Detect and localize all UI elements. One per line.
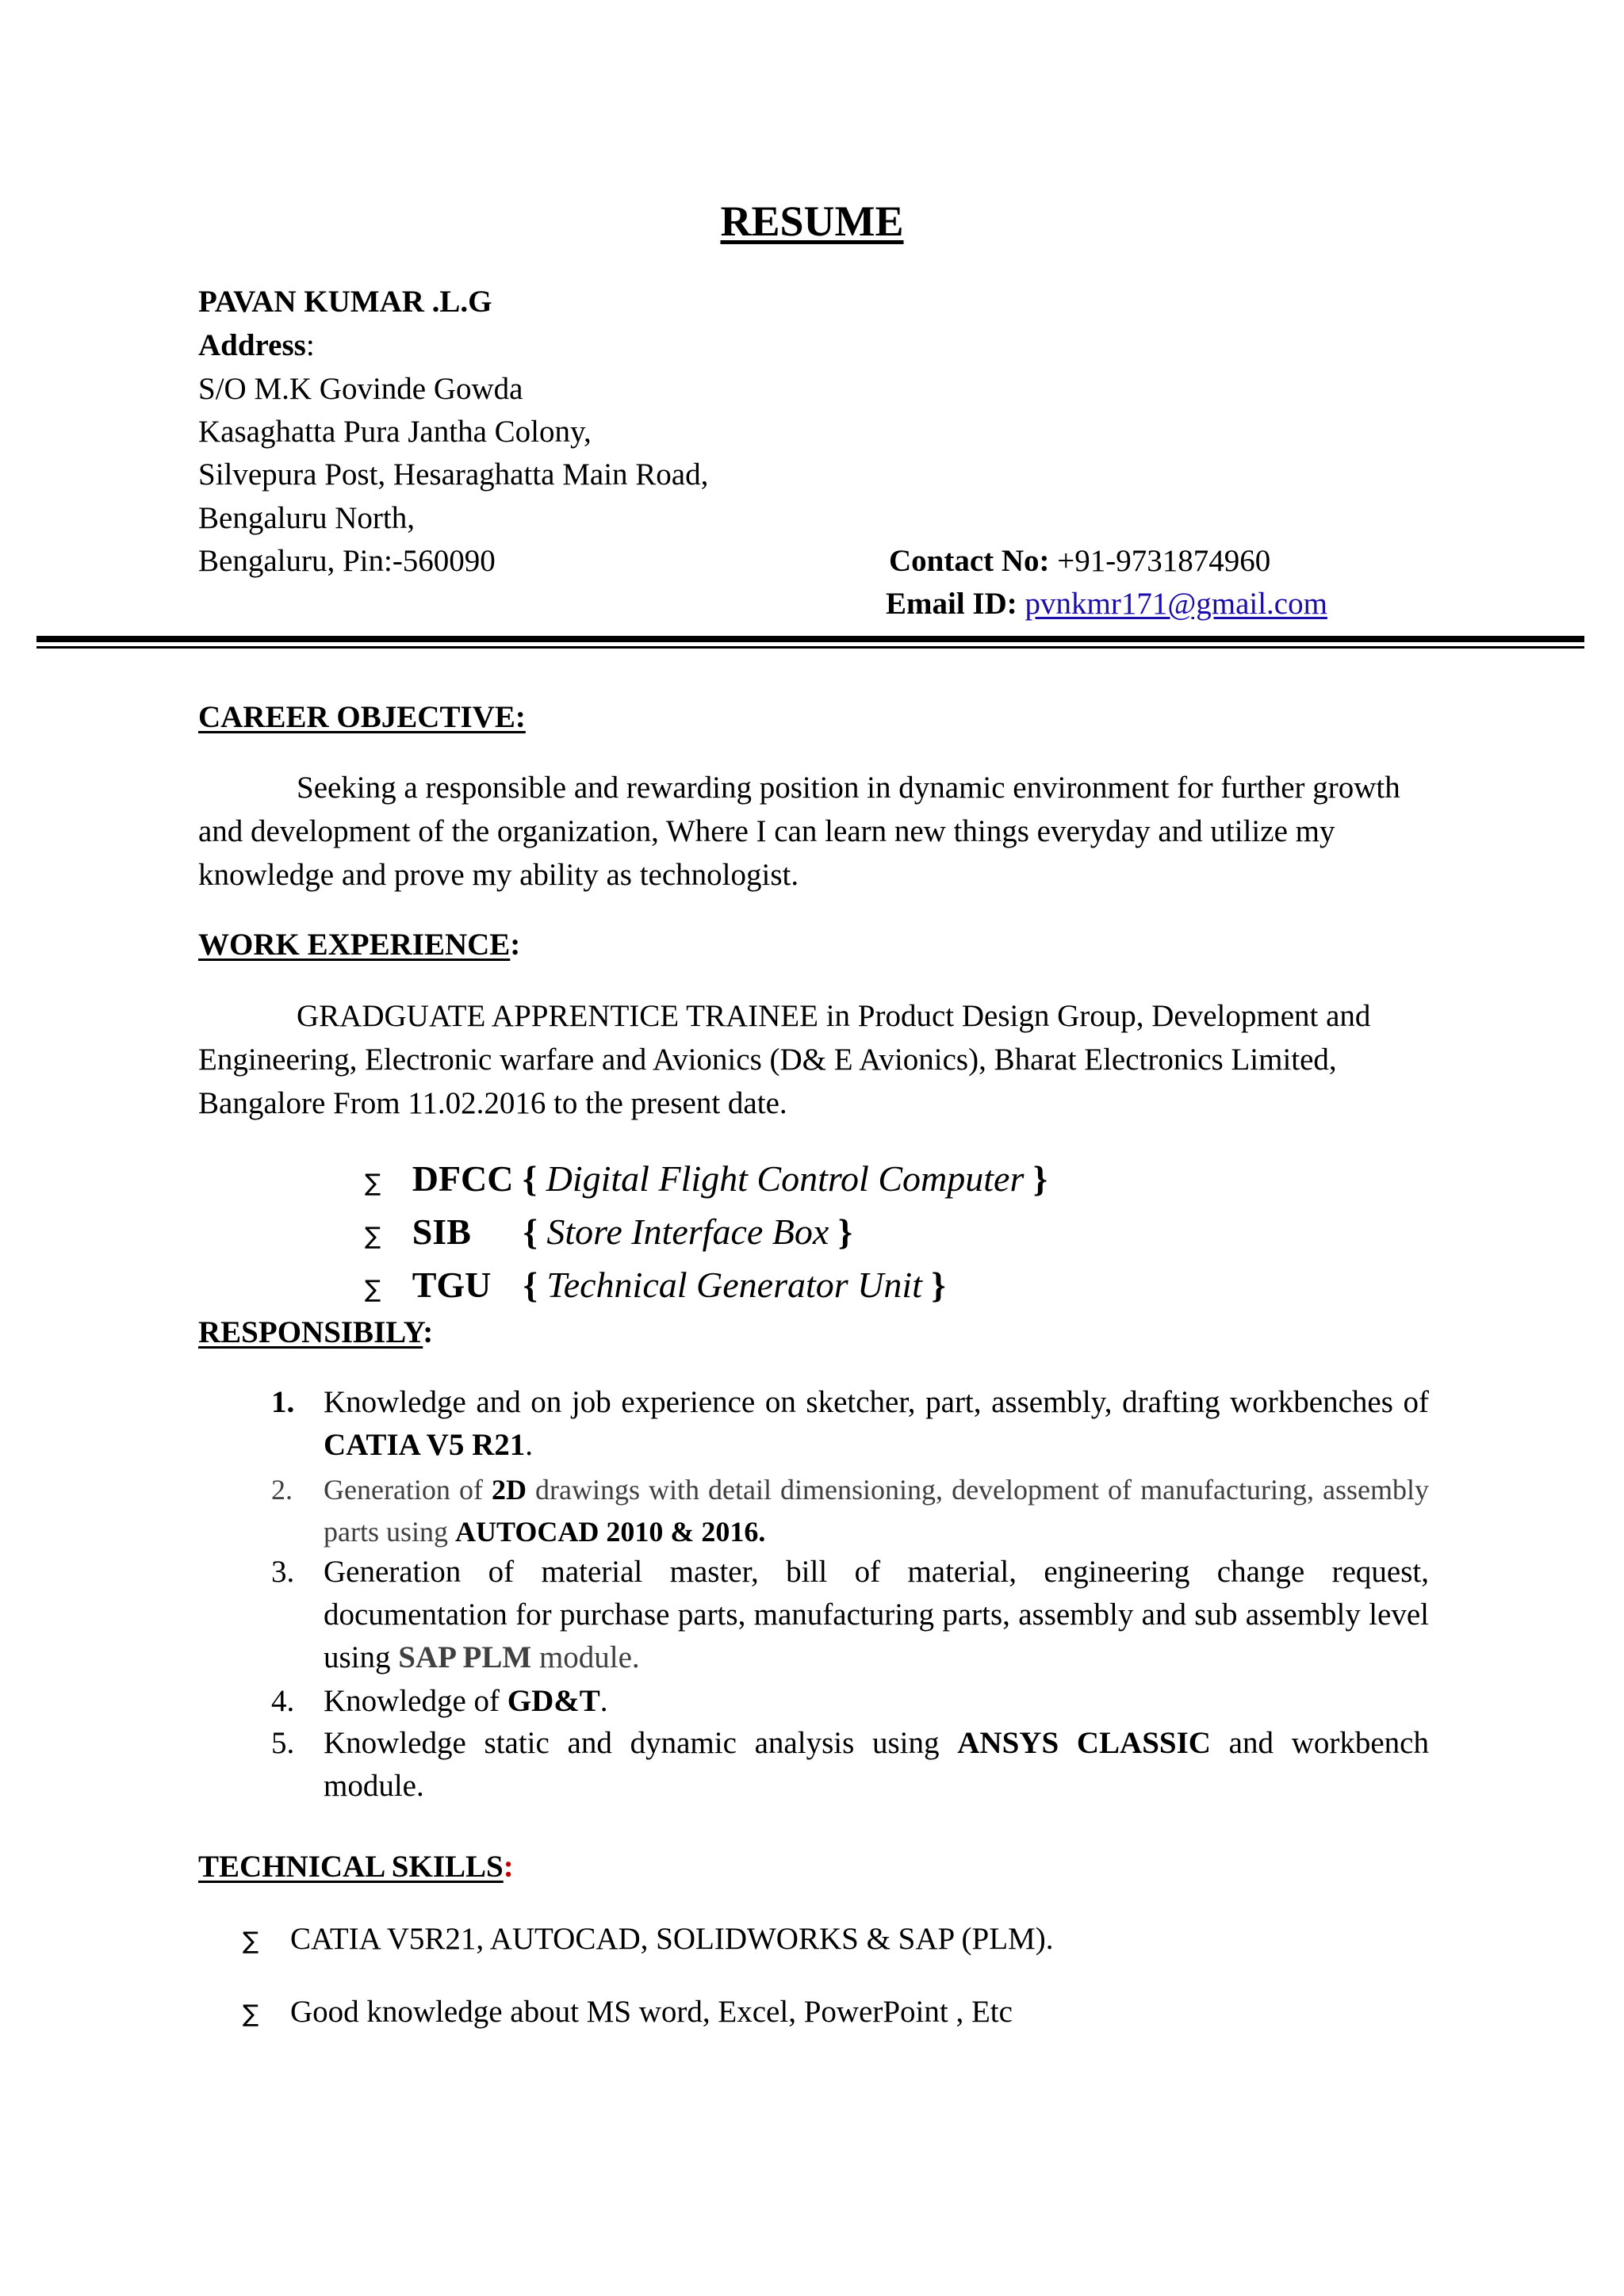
skill-item bbox=[243, 1918, 1053, 1963]
responsibility-heading bbox=[198, 1311, 433, 1354]
technical-skills-heading bbox=[198, 1846, 514, 1888]
item-text bbox=[324, 1469, 1429, 1553]
bold-run: GD&T bbox=[507, 1684, 600, 1718]
candidate-name: PAVAN KUMAR .L.G bbox=[198, 285, 492, 319]
work-experience-text: GRADGUATE APPRENTICE TRAINEE in Product Design Group, Development and Engineering, Electronic warfare and Avionics (D& E Avionics), Bharat Electronics Limited, Bangalore From 11.02.2016 to the present date. bbox=[198, 999, 1371, 1120]
address-heading bbox=[198, 324, 315, 367]
bold-run: 2D bbox=[491, 1474, 527, 1506]
text-run: . bbox=[525, 1428, 534, 1462]
work-experience-label: WORK EXPERIENCE bbox=[198, 928, 511, 962]
address-colon: : bbox=[305, 328, 315, 362]
contact-value: +91-9731874960 bbox=[1057, 544, 1271, 578]
work-experience-heading bbox=[198, 924, 520, 966]
text-run: Knowledge and on job experience on sketcher, part, assembly, drafting workbenches of bbox=[324, 1385, 1429, 1419]
skill-text: Good knowledge about MS word, Excel, PowerPoint , Etc bbox=[289, 1995, 1013, 2029]
skill-item bbox=[243, 1991, 1013, 2036]
header-divider-thick bbox=[36, 636, 1584, 642]
bold-run: CATIA V5 R21 bbox=[324, 1428, 526, 1462]
bold-run: ANSYS CLASSIC bbox=[957, 1726, 1211, 1760]
item-number: 5. bbox=[271, 1726, 295, 1760]
item-number: 2. bbox=[271, 1474, 293, 1506]
email-row bbox=[886, 583, 1327, 626]
item-text bbox=[324, 1381, 1429, 1467]
skill-text: CATIA V5R21, AUTOCAD, SOLIDWORKS & SAP (PLM). bbox=[289, 1922, 1054, 1956]
address-line: Silvepura Post, Hesaraghatta Main Road, bbox=[198, 457, 709, 492]
brace-close: } bbox=[1032, 1158, 1048, 1199]
project-code: DFCC bbox=[412, 1158, 514, 1199]
project-item bbox=[365, 1207, 852, 1261]
text-run: module. bbox=[531, 1640, 640, 1674]
page-title: RESUME bbox=[720, 197, 904, 245]
project-desc: Digital Flight Control Computer bbox=[546, 1158, 1025, 1199]
career-objective-text: Seeking a responsible and rewarding position in dynamic environment for further growth and development of the organization, Where I can learn new things everyday and utilize my knowledge and prove my ability as technologist. bbox=[198, 771, 1400, 892]
project-code: TGU bbox=[412, 1265, 492, 1305]
list-item bbox=[271, 1551, 1429, 1679]
brace-close: } bbox=[931, 1265, 946, 1305]
address-line: Bengaluru North, bbox=[198, 501, 415, 535]
bold-run: AUTOCAD 2010 & 2016. bbox=[455, 1516, 766, 1548]
text-run: drawings with detail dimensioning, development of manufacturing, assembly parts using bbox=[324, 1474, 1429, 1548]
list-item bbox=[271, 1469, 1429, 1553]
text-run: Generation of bbox=[324, 1474, 492, 1506]
item-number: 4. bbox=[271, 1684, 295, 1718]
brace-open: { bbox=[523, 1265, 538, 1305]
address-label: Address bbox=[198, 328, 306, 362]
text-run: Knowledge of bbox=[324, 1684, 508, 1718]
brace-open: { bbox=[522, 1158, 538, 1199]
bullet-icon: ∑ bbox=[365, 1223, 381, 1250]
project-item bbox=[365, 1261, 946, 1314]
list-item bbox=[271, 1680, 1429, 1723]
project-desc: Store Interface Box bbox=[546, 1211, 829, 1252]
list-item bbox=[271, 1722, 1429, 1808]
project-desc: Technical Generator Unit bbox=[546, 1265, 922, 1305]
bullet-icon: ∑ bbox=[365, 1276, 381, 1303]
item-text bbox=[324, 1551, 1429, 1679]
text-run: . bbox=[599, 1684, 608, 1718]
address-line: Kasaghatta Pura Jantha Colony, bbox=[198, 415, 592, 449]
text-run: Knowledge static and dynamic analysis using bbox=[324, 1726, 958, 1760]
item-text bbox=[324, 1680, 1429, 1723]
text-run: and workbench module. bbox=[324, 1726, 1429, 1803]
technical-skills-colon: : bbox=[503, 1850, 514, 1884]
address-line: Bengaluru, Pin:-560090 bbox=[198, 544, 496, 578]
bullet-icon: ∑ bbox=[243, 2000, 259, 2028]
email-label: Email ID: bbox=[886, 587, 1017, 621]
bullet-icon: ∑ bbox=[365, 1169, 381, 1197]
responsibility-label: RESPONSIBILY bbox=[198, 1315, 423, 1349]
bold-run: SAP PLM bbox=[398, 1640, 532, 1674]
text-run: Generation of material master, bill of material, engineering change request, documentation for purchase parts, manufacturing parts, assembly and sub assembly level using bbox=[324, 1555, 1429, 1674]
career-objective-heading: CAREER OBJECTIVE: bbox=[198, 700, 526, 734]
item-number: 1. bbox=[271, 1385, 295, 1419]
header-divider-thin bbox=[36, 646, 1584, 649]
list-item bbox=[271, 1381, 1429, 1467]
project-item bbox=[365, 1154, 1048, 1208]
brace-close: } bbox=[837, 1211, 852, 1252]
address-line: S/O M.K Govinde Gowda bbox=[198, 372, 523, 406]
email-link[interactable]: pvnkmr171@gmail.com bbox=[1025, 587, 1327, 621]
responsibility-colon: : bbox=[423, 1315, 434, 1349]
brace-open: { bbox=[523, 1211, 538, 1252]
work-experience-colon: : bbox=[510, 928, 521, 962]
project-code: SIB bbox=[412, 1211, 471, 1252]
contact-label: Contact No: bbox=[889, 544, 1050, 578]
technical-skills-label: TECHNICAL SKILLS bbox=[198, 1850, 504, 1884]
item-text bbox=[324, 1722, 1429, 1808]
contact-number bbox=[889, 540, 1270, 583]
item-number: 3. bbox=[271, 1555, 295, 1589]
bullet-icon: ∑ bbox=[243, 1927, 259, 1955]
